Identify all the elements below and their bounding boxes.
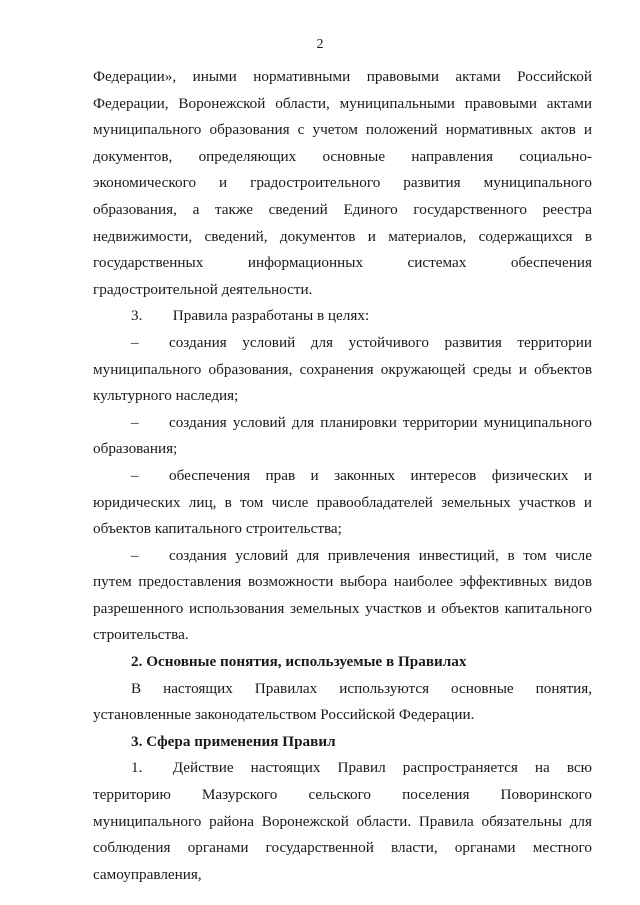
list-item-goal-investments: – создания условий для привлечения инвестиций, в том числе путем предоставления возможности выбора наиболее эффективных видов разрешенного использования земельных участков и объектов капитального строительства. <box>93 546 592 644</box>
page-number: 2 <box>316 37 324 52</box>
list-item-goal-territory-planning: – создания условий для планировки территории муниципального образования; <box>93 413 592 458</box>
section-heading-2: 2. Основные понятия, используемые в Правилах <box>131 653 467 671</box>
paragraph-item-3: 3. Правила разработаны в целях: <box>131 307 370 325</box>
paragraph-basic-concepts: В настоящих Правилах используются основные понятия, установленные законодательством Российской Федерации. <box>93 679 592 724</box>
paragraph-scope-item-1: 1. Действие настоящих Правил распространяется на всю территорию Мазурского сельского поселения Поворинского муниципального района Воронежской области. Правила обязательны для соблюдения органами государственной власти, органами местного самоуправления, <box>93 759 592 883</box>
list-item-goal-sustainable-development: – создания условий для устойчивого развития территории муниципального образования, сохранения окружающей среды и объектов культурного наследия; <box>93 333 592 405</box>
document-body <box>93 64 592 888</box>
list-item-goal-rights-protection: – обеспечения прав и законных интересов физических и юридических лиц, в том числе правообладателей земельных участков и объектов капитального строительства; <box>93 466 592 538</box>
section-heading-3: 3. Сфера применения Правил <box>131 732 336 750</box>
paragraph-continuation: Федерации», иными нормативными правовыми актами Российской Федерации, Воронежской области, муниципальными правовыми актами муниципального образования с учетом положений нормативных актов и документов, определяющих основные направления социально-экономического и градостроительного развития муниципального образования, а также сведений Единого государственного реестра недвижимости, сведений, документов и материалов, содержащихся в государственных информационных системах обеспечения градостроительной деятельности. <box>93 68 592 298</box>
